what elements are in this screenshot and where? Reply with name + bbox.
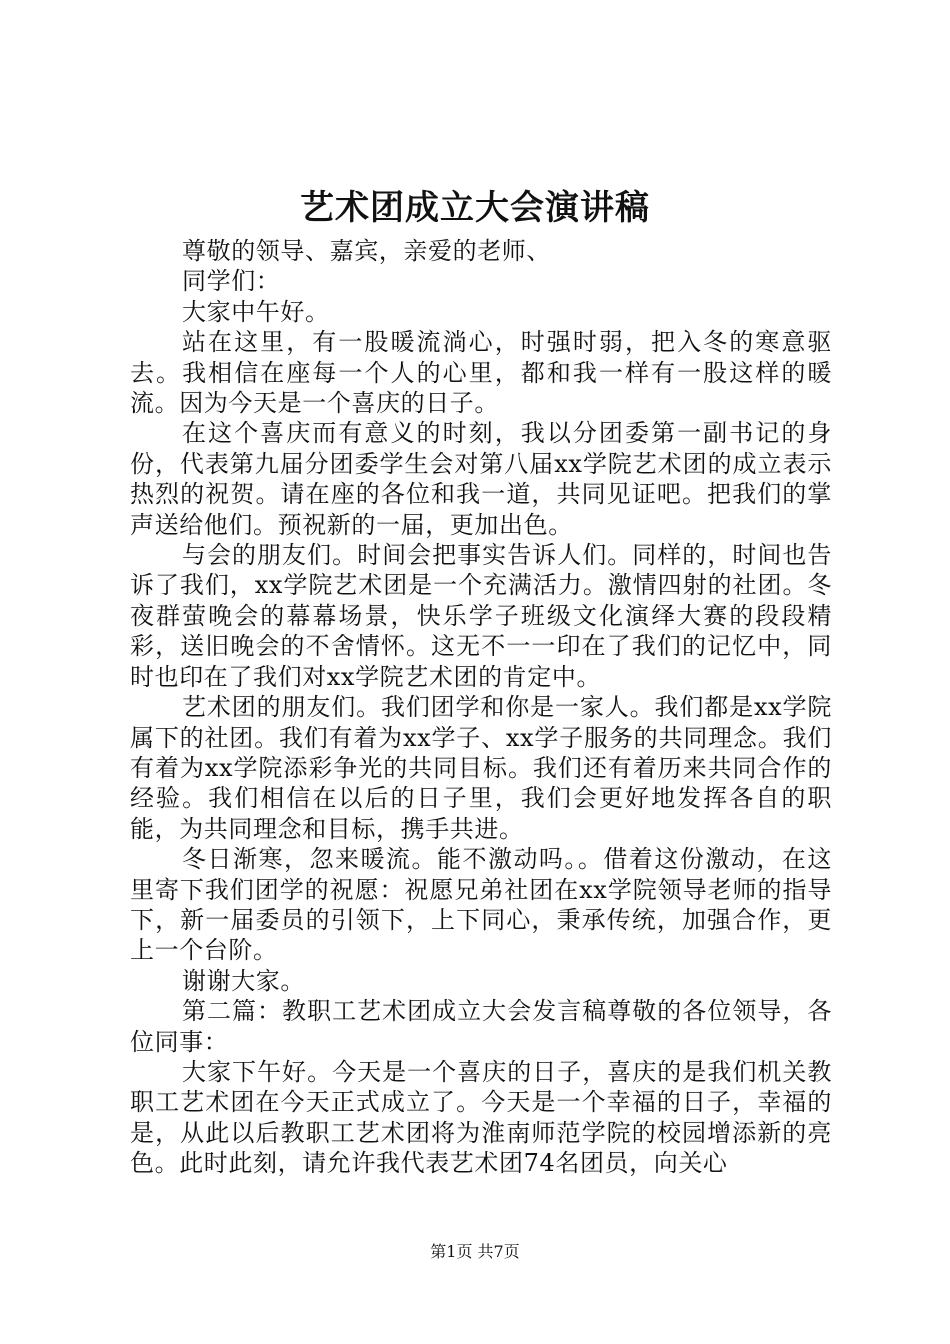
- paragraph: 与会的朋友们。时间会把事实告诉人们。同样的，时间也告诉了我们，xx学院艺术团是一个充满活力。激情四射的社团。冬夜群萤晚会的幕幕场景，快乐学子班级文化演绎大赛的段段精彩，送旧晚会的不舍情怀。这无不一一印在了我们的记忆中，同时也印在了我们对xx学院艺术团的肯定中。: [130, 541, 832, 691]
- paragraph: 大家下午好。今天是一个喜庆的日子，喜庆的是我们机关教职工艺术团在今天正式成立了。今天是一个幸福的日子，幸福的是，从此以后教职工艺术团将为淮南师范学院的校园增添新的亮色。此时此刻，请允许我代表艺术团74名团员，向关心: [130, 1057, 832, 1178]
- paragraph: 站在这里，有一股暖流淌心，时强时弱，把入冬的寒意驱去。我相信在座每一个人的心里，都和我一样有一股这样的暖流。因为今天是一个喜庆的日子。: [130, 328, 832, 418]
- paragraph: 同学们：: [182, 267, 281, 296]
- paragraph: 冬日渐寒，忽来暖流。能不激动吗。。借着这份激动，在这里寄下我们团学的祝愿：祝愿兄弟社团在xx学院领导老师的指导下，新一届委员的引领下，上下同心，秉承传统，加强合作，更上一个台阶。: [130, 845, 832, 965]
- paragraph: 在这个喜庆而有意义的时刻，我以分团委第一副书记的身份，代表第九届分团委学生会对第八届xx学院艺术团的成立表示热烈的祝贺。请在座的各位和我一道，共同见证吧。把我们的掌声送给他们。预祝新的一届，更加出色。: [130, 419, 832, 539]
- document-title: 艺术团成立大会演讲稿: [300, 188, 650, 228]
- paragraph: 第二篇：教职工艺术团成立大会发言稿尊敬的各位领导，各位同事：: [130, 997, 832, 1056]
- page-number-footer: 第1页 共7页: [430, 1242, 520, 1261]
- paragraph: 谢谢大家。: [182, 966, 305, 995]
- paragraph: 尊敬的领导、嘉宾，亲爱的老师、: [182, 237, 551, 265]
- paragraph: 大家中午好。: [182, 297, 330, 326]
- document-body: [130, 236, 832, 1179]
- paragraph: 艺术团的朋友们。我们团学和你是一家人。我们都是xx学院属下的社团。我们有着为xx学子、xx学子服务的共同理念。我们有着为xx学院添彩争光的共同目标。我们还有着历来共同合作的经验。我们相信在以后的日子里，我们会更好地发挥各自的职能，为共同理念和目标，携手共进。: [130, 693, 832, 843]
